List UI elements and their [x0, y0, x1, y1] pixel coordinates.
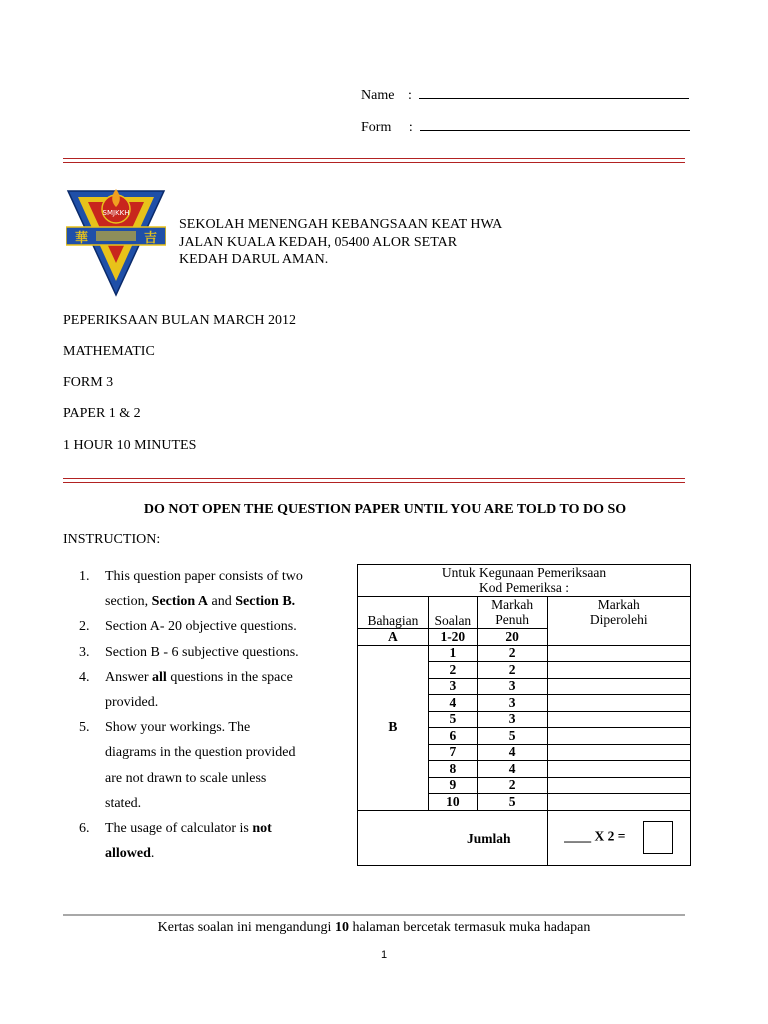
total-score-box[interactable]: [643, 821, 673, 854]
table-examiner-row: [358, 581, 691, 597]
soalan-cell: 7: [428, 744, 477, 761]
instruction-item: [63, 816, 343, 866]
logo-char-right: 吉: [144, 231, 158, 246]
school-street: JALAN KUALA KEDAH, 05400 ALOR SETAR: [179, 234, 458, 250]
top-divider: [63, 158, 685, 163]
soalan-cell: 6: [428, 728, 477, 745]
marks-obtained-cell[interactable]: [547, 794, 690, 811]
exam-duration: 1 HOUR 10 MINUTES: [63, 438, 197, 453]
exam-paper: PAPER 1 & 2: [63, 406, 141, 421]
footer-text: halaman bercetak termasuk muka hadapan: [348, 920, 591, 935]
section-a-soalan: 1-20: [428, 629, 477, 646]
instruction-emphasis: all: [152, 669, 167, 685]
header-markah-diperolehi-2: Diperolehi: [547, 613, 690, 629]
instruction-number: 3.: [79, 644, 90, 660]
penuh-cell: 3: [477, 678, 547, 695]
marks-obtained-cell[interactable]: [547, 629, 690, 646]
marks-obtained-cell[interactable]: [547, 695, 690, 712]
school-address: [179, 216, 502, 269]
middle-divider: [63, 478, 685, 483]
instruction-item: [63, 614, 343, 639]
marks-obtained-cell[interactable]: [547, 744, 690, 761]
instruction-text: provided.: [105, 695, 159, 711]
instruction-text: Show your workings. The: [105, 720, 251, 736]
penuh-cell: 5: [477, 794, 547, 811]
name-line[interactable]: [419, 98, 689, 99]
form-colon: :: [408, 120, 413, 135]
instruction-emphasis: Section B.: [235, 594, 296, 610]
section-a-penuh: 20: [477, 629, 547, 646]
instruction-text: This question paper consists of two: [105, 569, 303, 584]
marks-obtained-cell[interactable]: [547, 777, 690, 794]
instruction-item: [63, 665, 343, 715]
exam-notice: DO NOT OPEN THE QUESTION PAPER UNTIL YOU ARE TOLD TO DO SO: [143, 502, 627, 517]
penuh-cell: 2: [477, 662, 547, 679]
total-formula: ____ X 2 =: [564, 828, 626, 844]
instruction-list: [63, 564, 343, 866]
logo-char-left: 華: [75, 231, 89, 246]
examiner-code: Kod Pemeriksa :: [358, 581, 691, 597]
exam-form: FORM 3: [63, 375, 114, 390]
instruction-heading: INSTRUCTION:: [63, 532, 161, 547]
penuh-cell: 4: [477, 744, 547, 761]
form-label: Form: [361, 120, 392, 135]
instruction-text: Answer: [105, 669, 153, 685]
instruction-text: questions in the space: [166, 669, 293, 685]
name-field[interactable]: [361, 88, 689, 104]
soalan-cell: 10: [428, 794, 477, 811]
marks-obtained-cell[interactable]: [547, 728, 690, 745]
header-markah-diperolehi: Markah: [547, 597, 690, 613]
instruction-text: Section A- 20 objective questions.: [105, 619, 297, 635]
instruction-text: The usage of calculator is: [105, 821, 253, 837]
penuh-cell: 2: [477, 645, 547, 662]
marks-obtained-cell[interactable]: [547, 645, 690, 662]
header-markah-penuh-2: Penuh: [477, 613, 547, 629]
instruction-number: 4.: [79, 669, 90, 685]
header-markah-penuh: Markah: [477, 597, 547, 613]
marks-obtained-cell[interactable]: [547, 662, 690, 679]
instruction-text: .: [150, 846, 155, 862]
instruction-text: Section B - 6 subjective questions.: [105, 644, 299, 660]
table-total-row: [358, 810, 691, 865]
penuh-cell: 3: [477, 695, 547, 712]
instruction-item: [63, 715, 343, 816]
name-colon: :: [407, 88, 412, 103]
penuh-cell: 5: [477, 728, 547, 745]
soalan-cell: 1: [428, 645, 477, 662]
soalan-cell: 3: [428, 678, 477, 695]
penuh-cell: 2: [477, 777, 547, 794]
total-label: Jumlah: [358, 810, 548, 865]
marks-table: [357, 564, 691, 866]
penuh-cell: 4: [477, 761, 547, 778]
table-row: [358, 629, 691, 646]
table-header-row: [358, 597, 691, 613]
marks-obtained-cell[interactable]: [547, 761, 690, 778]
school-state: KEDAH DARUL AMAN.: [179, 252, 329, 267]
school-name: SEKOLAH MENENGAH KEBANGSAAN KEAT HWA: [179, 217, 503, 232]
name-label: Name: [361, 88, 395, 103]
header-bahagian: Bahagian: [358, 597, 429, 629]
exam-title: PEPERIKSAAN BULAN MARCH 2012: [63, 313, 296, 328]
table-title: Untuk Kegunaan Pemeriksaan: [358, 565, 691, 581]
instruction-text: section,: [105, 594, 152, 610]
instruction-text: and: [208, 594, 236, 610]
soalan-cell: 8: [428, 761, 477, 778]
instruction-text: diagrams in the question provided: [105, 745, 296, 761]
footer-text: Kertas soalan ini mengandungi: [157, 920, 335, 935]
soalan-cell: 2: [428, 662, 477, 679]
table-title-row: [358, 565, 691, 581]
soalan-cell: 5: [428, 711, 477, 728]
instruction-emphasis: Section A: [151, 594, 209, 610]
section-b-label: B: [358, 645, 429, 810]
instruction-number: 5.: [79, 720, 90, 736]
logo-text: SMJKKH: [102, 209, 130, 217]
table-row: [358, 645, 691, 662]
instruction-text: are not drawn to scale unless: [105, 770, 267, 786]
section-a-label: A: [358, 629, 429, 646]
penuh-cell: 3: [477, 711, 547, 728]
school-logo: [66, 185, 166, 297]
footer-divider: [63, 914, 685, 916]
instruction-number: 1.: [79, 569, 90, 584]
header-soalan: Soalan: [428, 597, 477, 629]
instruction-emphasis: not: [252, 821, 272, 837]
instruction-item: [63, 564, 343, 614]
instruction-text: stated.: [105, 795, 142, 811]
footer-note: [63, 920, 685, 936]
soalan-cell: 4: [428, 695, 477, 712]
instruction-number: 2.: [79, 619, 90, 635]
marks-obtained-cell[interactable]: [547, 678, 690, 695]
page-number: 1: [380, 949, 388, 961]
form-line[interactable]: [420, 130, 690, 131]
instruction-item: [63, 640, 343, 665]
form-field[interactable]: [361, 120, 690, 136]
exam-subject: MATHEMATIC: [63, 344, 155, 359]
soalan-cell: 9: [428, 777, 477, 794]
total-formula-cell: [547, 810, 690, 865]
instruction-emphasis: allowed: [105, 846, 151, 862]
instruction-number: 6.: [79, 821, 90, 837]
footer-page-count: 10: [334, 920, 349, 935]
marks-obtained-cell[interactable]: [547, 711, 690, 728]
